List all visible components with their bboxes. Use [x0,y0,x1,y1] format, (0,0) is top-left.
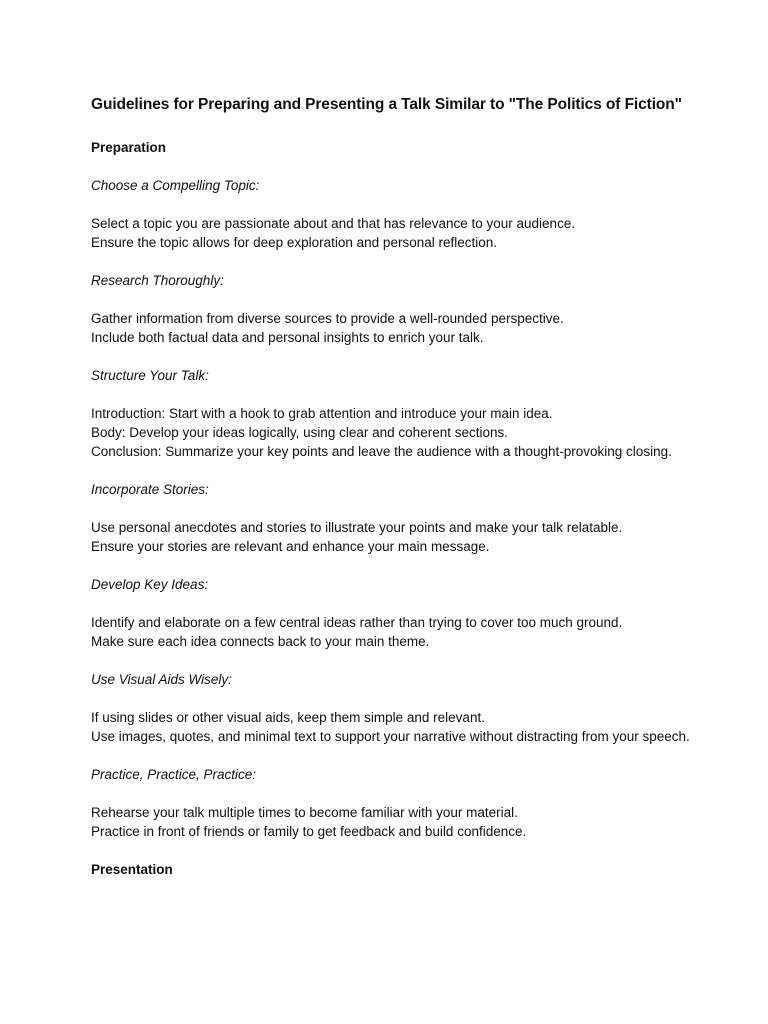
paragraph-line: Use personal anecdotes and stories to illustrate your points and make your talk relatable. [91,520,623,535]
paragraph-line: Body: Develop your ideas logically, using clear and coherent sections. [91,425,508,440]
paragraph-line: If using slides or other visual aids, keep them simple and relevant. [91,710,485,725]
subheading-research: Research Thoroughly: [91,273,224,288]
subheading-practice: Practice, Practice, Practice: [91,767,257,782]
section-presentation [91,860,691,879]
paragraph-line: Identify and elaborate on a few central ideas rather than trying to cover too much ground. [91,615,623,630]
paragraph-line: Select a topic you are passionate about and that has relevance to your audience. [91,216,576,231]
subheading-structure: Structure Your Talk: [91,368,209,383]
item-practice [91,765,691,860]
subheading-visual-aids: Use Visual Aids Wisely: [91,672,232,687]
paragraph-line: Include both factual data and personal insights to enrich your talk. [91,330,484,345]
item-visual-aids [91,670,691,765]
section-heading-presentation: Presentation [91,862,173,877]
paragraph-line: Ensure your stories are relevant and enhance your main message. [91,539,490,554]
item-choose-topic [91,176,691,271]
document-title: Guidelines for Preparing and Presenting a Talk Similar to "The Politics of Fiction" [91,96,682,113]
section-heading-preparation: Preparation [91,140,167,155]
paragraph-line: Practice in front of friends or family to get feedback and build confidence. [91,824,527,839]
paragraph-line: Ensure the topic allows for deep exploration and personal reflection. [91,235,497,250]
paragraph-line: Conclusion: Summarize your key points and leave the audience with a thought-provoking closing. [91,444,672,459]
paragraph-line: Gather information from diverse sources to provide a well-rounded perspective. [91,311,564,326]
subheading-key-ideas: Develop Key Ideas: [91,577,209,592]
paragraph-line: Make sure each idea connects back to your main theme. [91,634,430,649]
item-structure [91,366,691,480]
item-stories [91,480,691,575]
subheading-choose-topic: Choose a Compelling Topic: [91,178,260,193]
document-page [91,94,691,879]
section-preparation [91,138,691,860]
paragraph-line: Introduction: Start with a hook to grab attention and introduce your main idea. [91,406,553,421]
item-research [91,271,691,366]
subheading-stories: Incorporate Stories: [91,482,209,497]
item-key-ideas [91,575,691,670]
paragraph-line: Rehearse your talk multiple times to become familiar with your material. [91,805,518,820]
paragraph-line: Use images, quotes, and minimal text to support your narrative without distracting from your speech. [91,729,690,744]
